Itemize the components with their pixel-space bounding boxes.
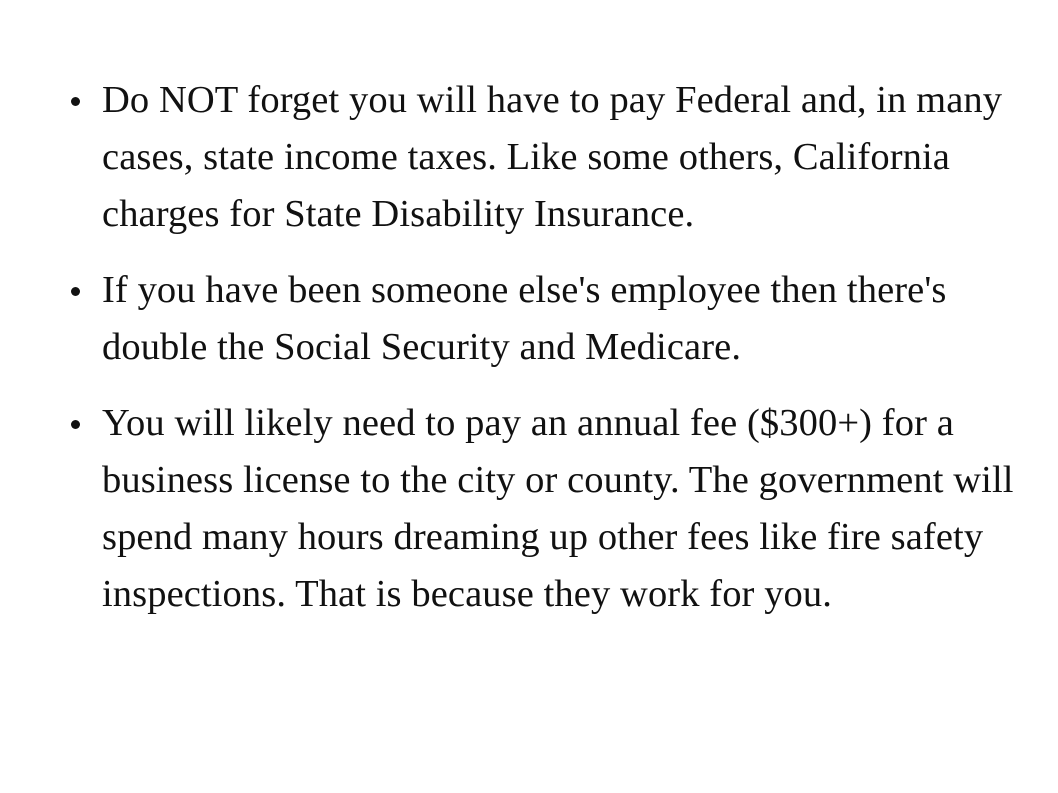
bullet-list — [64, 72, 1018, 623]
bullet-item — [64, 262, 1018, 376]
bullet-item — [64, 72, 1018, 243]
bullet-item — [64, 395, 1018, 623]
bullet-text: Do NOT forget you will have to pay Federal and, in many cases, state income taxes. Like some others, California charges for State Disability Insurance. — [102, 79, 1003, 235]
bullet-dot-icon — [71, 287, 80, 296]
bullet-dot-icon — [71, 97, 80, 106]
bullet-text: If you have been someone else's employee then there's double the Social Security and Medicare. — [102, 269, 947, 368]
bullet-text: You will likely need to pay an annual fee ($300+) for a business license to the city or county. The government will spend many hours dreaming up other fees like fire safety inspections. That is because they work for you. — [102, 402, 1014, 615]
bullet-dot-icon — [71, 420, 80, 429]
